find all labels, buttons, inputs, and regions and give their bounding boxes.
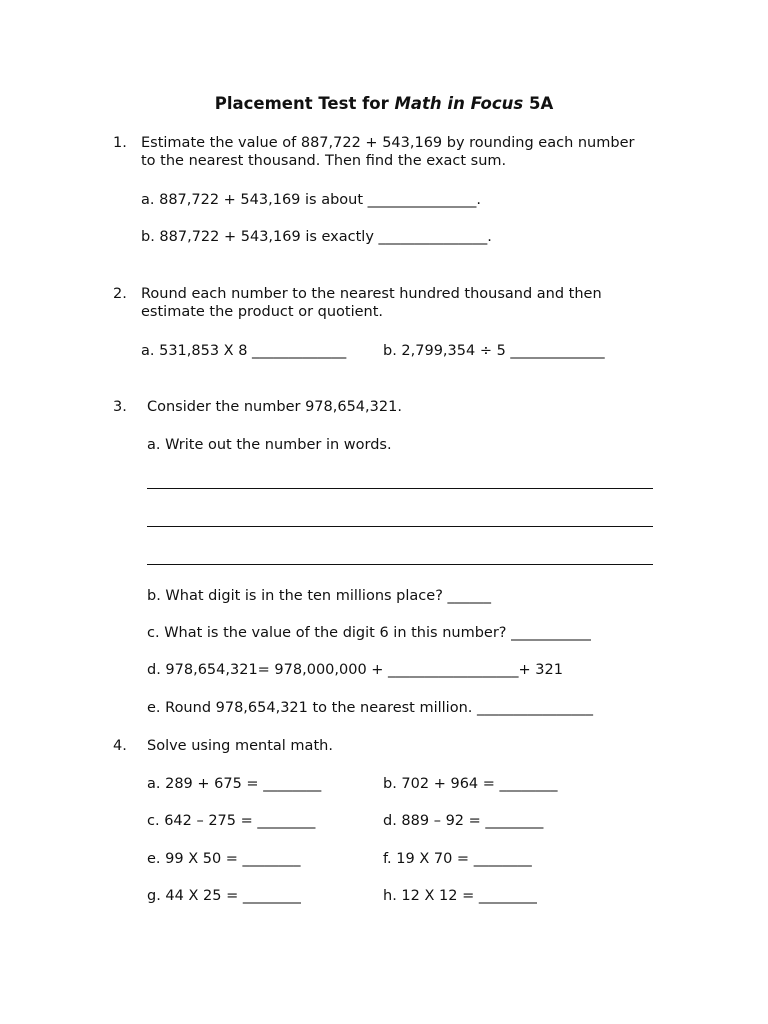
answer-line-2: [147, 526, 653, 527]
title-book-name: Math in Focus: [394, 94, 524, 113]
title-prefix: Placement Test for: [214, 94, 395, 113]
question-2-prompt-line1: Round each number to the nearest hundred thousand and then: [141, 286, 602, 302]
question-4d: d. 889 – 92 = ________: [383, 813, 544, 829]
question-3e: e. Round 978,654,321 to the nearest million. ________________: [147, 700, 593, 716]
question-4g: g. 44 X 25 = ________: [147, 888, 301, 904]
question-4f: f. 19 X 70 = ________: [383, 851, 532, 867]
question-2a: a. 531,853 X 8 _____________: [141, 343, 347, 359]
question-4-prompt: Solve using mental math.: [147, 738, 333, 754]
title-suffix: 5A: [523, 94, 554, 113]
question-1-prompt-line2: to the nearest thousand. Then find the exact sum.: [141, 153, 507, 169]
question-4-number: 4.: [113, 738, 127, 754]
question-1a: a. 887,722 + 543,169 is about _______________.: [141, 192, 481, 208]
page-title: [0, 94, 768, 113]
question-4h: h. 12 X 12 = ________: [383, 888, 537, 904]
question-3b: b. What digit is in the ten millions place? ______: [147, 588, 491, 604]
answer-line-3: [147, 564, 653, 565]
question-4b: b. 702 + 964 = ________: [383, 776, 558, 792]
answer-line-1: [147, 488, 653, 489]
question-1-number: 1.: [113, 135, 127, 151]
question-4c: c. 642 – 275 = ________: [147, 813, 316, 829]
question-3-number: 3.: [113, 399, 127, 415]
question-4a: a. 289 + 675 = ________: [147, 776, 322, 792]
question-3c: c. What is the value of the digit 6 in this number? ___________: [147, 625, 591, 641]
question-2-prompt-line2: estimate the product or quotient.: [141, 304, 384, 320]
question-2b: b. 2,799,354 ÷ 5 _____________: [383, 343, 605, 359]
question-1b: b. 887,722 + 543,169 is exactly _______________.: [141, 229, 492, 245]
question-4e: e. 99 X 50 = ________: [147, 851, 301, 867]
question-3-prompt: Consider the number 978,654,321.: [147, 399, 402, 415]
question-1-prompt-line1: Estimate the value of 887,722 + 543,169 by rounding each number: [141, 135, 635, 151]
question-3d: d. 978,654,321= 978,000,000 + __________________+ 321: [147, 662, 563, 678]
question-3a: a. Write out the number in words.: [147, 437, 392, 453]
question-2-number: 2.: [113, 286, 127, 302]
